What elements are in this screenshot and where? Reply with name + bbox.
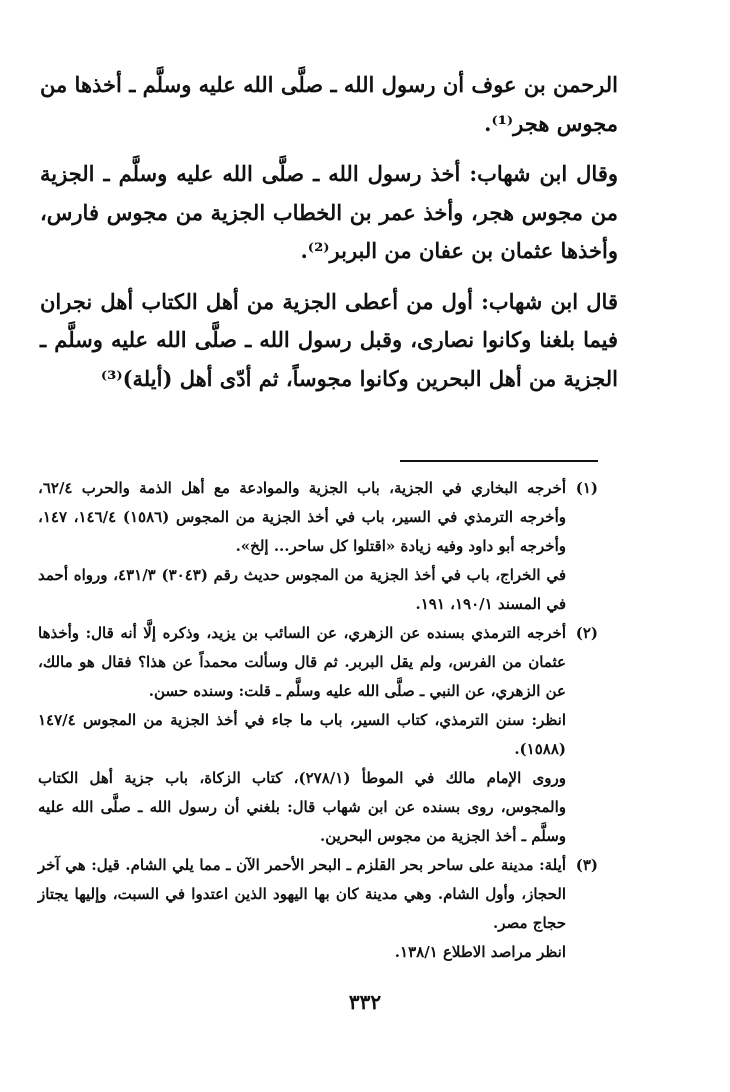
footnote-number: (١) bbox=[575, 479, 598, 497]
footnote-text: انظر مراصد الاطلاع ١٣٨/١. bbox=[394, 943, 566, 961]
footnote-text: انظر: سنن الترمذي، كتاب السير، باب ما جاء في أخذ الجزية من المجوس ١٤٧/٤ (١٥٨٨). bbox=[38, 711, 566, 758]
footnote-2 bbox=[38, 619, 598, 851]
main-text bbox=[40, 66, 618, 398]
footnote-separator bbox=[400, 460, 598, 462]
footnote-number: (٣) bbox=[575, 856, 598, 874]
footnote-3 bbox=[38, 851, 598, 967]
footnote-text: أخرجه الترمذي بسنده عن الزهري، عن السائب بن يزيد، وذكره إلَّا أنه قال: وأخذها عثمان من الفرس، ولم يقل البربر. ثم قال وسألت محمداً عن هذا؟ فقال هو مالك، عن الزهري، عن النبي ـ صلَّى الله عليه وسلَّم ـ قلت: وسنده حسن. bbox=[38, 624, 566, 700]
paragraph-2: وقال ابن شهاب: أخذ رسول الله ـ صلَّى الله عليه وسلَّم ـ الجزية من مجوس هجر، وأخذ عمر بن الخطاب الجزية من مجوس فارس، وأخذها عثمان بن عفان من البربر⁽²⁾. bbox=[40, 161, 618, 263]
paragraph-1: الرحمن بن عوف أن رسول الله ـ صلَّى الله عليه وسلَّم ـ أخذها من مجوس هجر⁽¹⁾. bbox=[40, 72, 618, 136]
footnote-text: وروى الإمام مالك في الموطأ (٢٧٨/١)، كتاب الزكاة، باب جزية أهل الكتاب والمجوس، روى بسنده عن ابن شهاب قال: بلغني أن رسول الله ـ صلَّى الله عليه وسلَّم ـ أخذ الجزية من مجوس البحرين. bbox=[38, 769, 567, 845]
footnote-text: في الخراج، باب في أخذ الجزية من المجوس حديث رقم (٣٠٤٣) ٤٣١/٣، ورواه أحمد في المسند ١٩٠/١، ١٩١. bbox=[38, 566, 566, 613]
footnote-1 bbox=[38, 474, 598, 619]
footnote-number: (٢) bbox=[575, 624, 598, 642]
footnote-text: أخرجه البخاري في الجزية، باب الجزية والموادعة مع أهل الذمة والحرب ٦٢/٤، وأخرجه الترمذي في السير، باب في أخذ الجزية من المجوس (١٥٨٦) ١٤٦/٤، ١٤٧، وأخرجه أبو داود وفيه زيادة «اقتلوا كل ساحر... إلخ». bbox=[38, 479, 566, 555]
paragraph-3: قال ابن شهاب: أول من أعطى الجزية من أهل الكتاب أهل نجران فيما بلغنا وكانوا نصارى، وقبل رسول الله ـ صلَّى الله عليه وسلَّم ـ الجزية من أهل البحرين وكانوا مجوساً، ثم أدّى أهل (أيلة)⁽³⁾ bbox=[40, 288, 618, 391]
page-number: ٣٣٢ bbox=[348, 990, 382, 1014]
footnote-text: أيلة: مدينة على ساحر بحر القلزم ـ البحر الأحمر الآن ـ مما يلي الشام. قيل: هي آخر الحجاز، وأول الشام. وهي مدينة كان بها اليهود الذين اعتدوا في السبت، وإليها يجتاز حجاج مصر. bbox=[38, 856, 566, 932]
footnotes bbox=[38, 474, 598, 967]
